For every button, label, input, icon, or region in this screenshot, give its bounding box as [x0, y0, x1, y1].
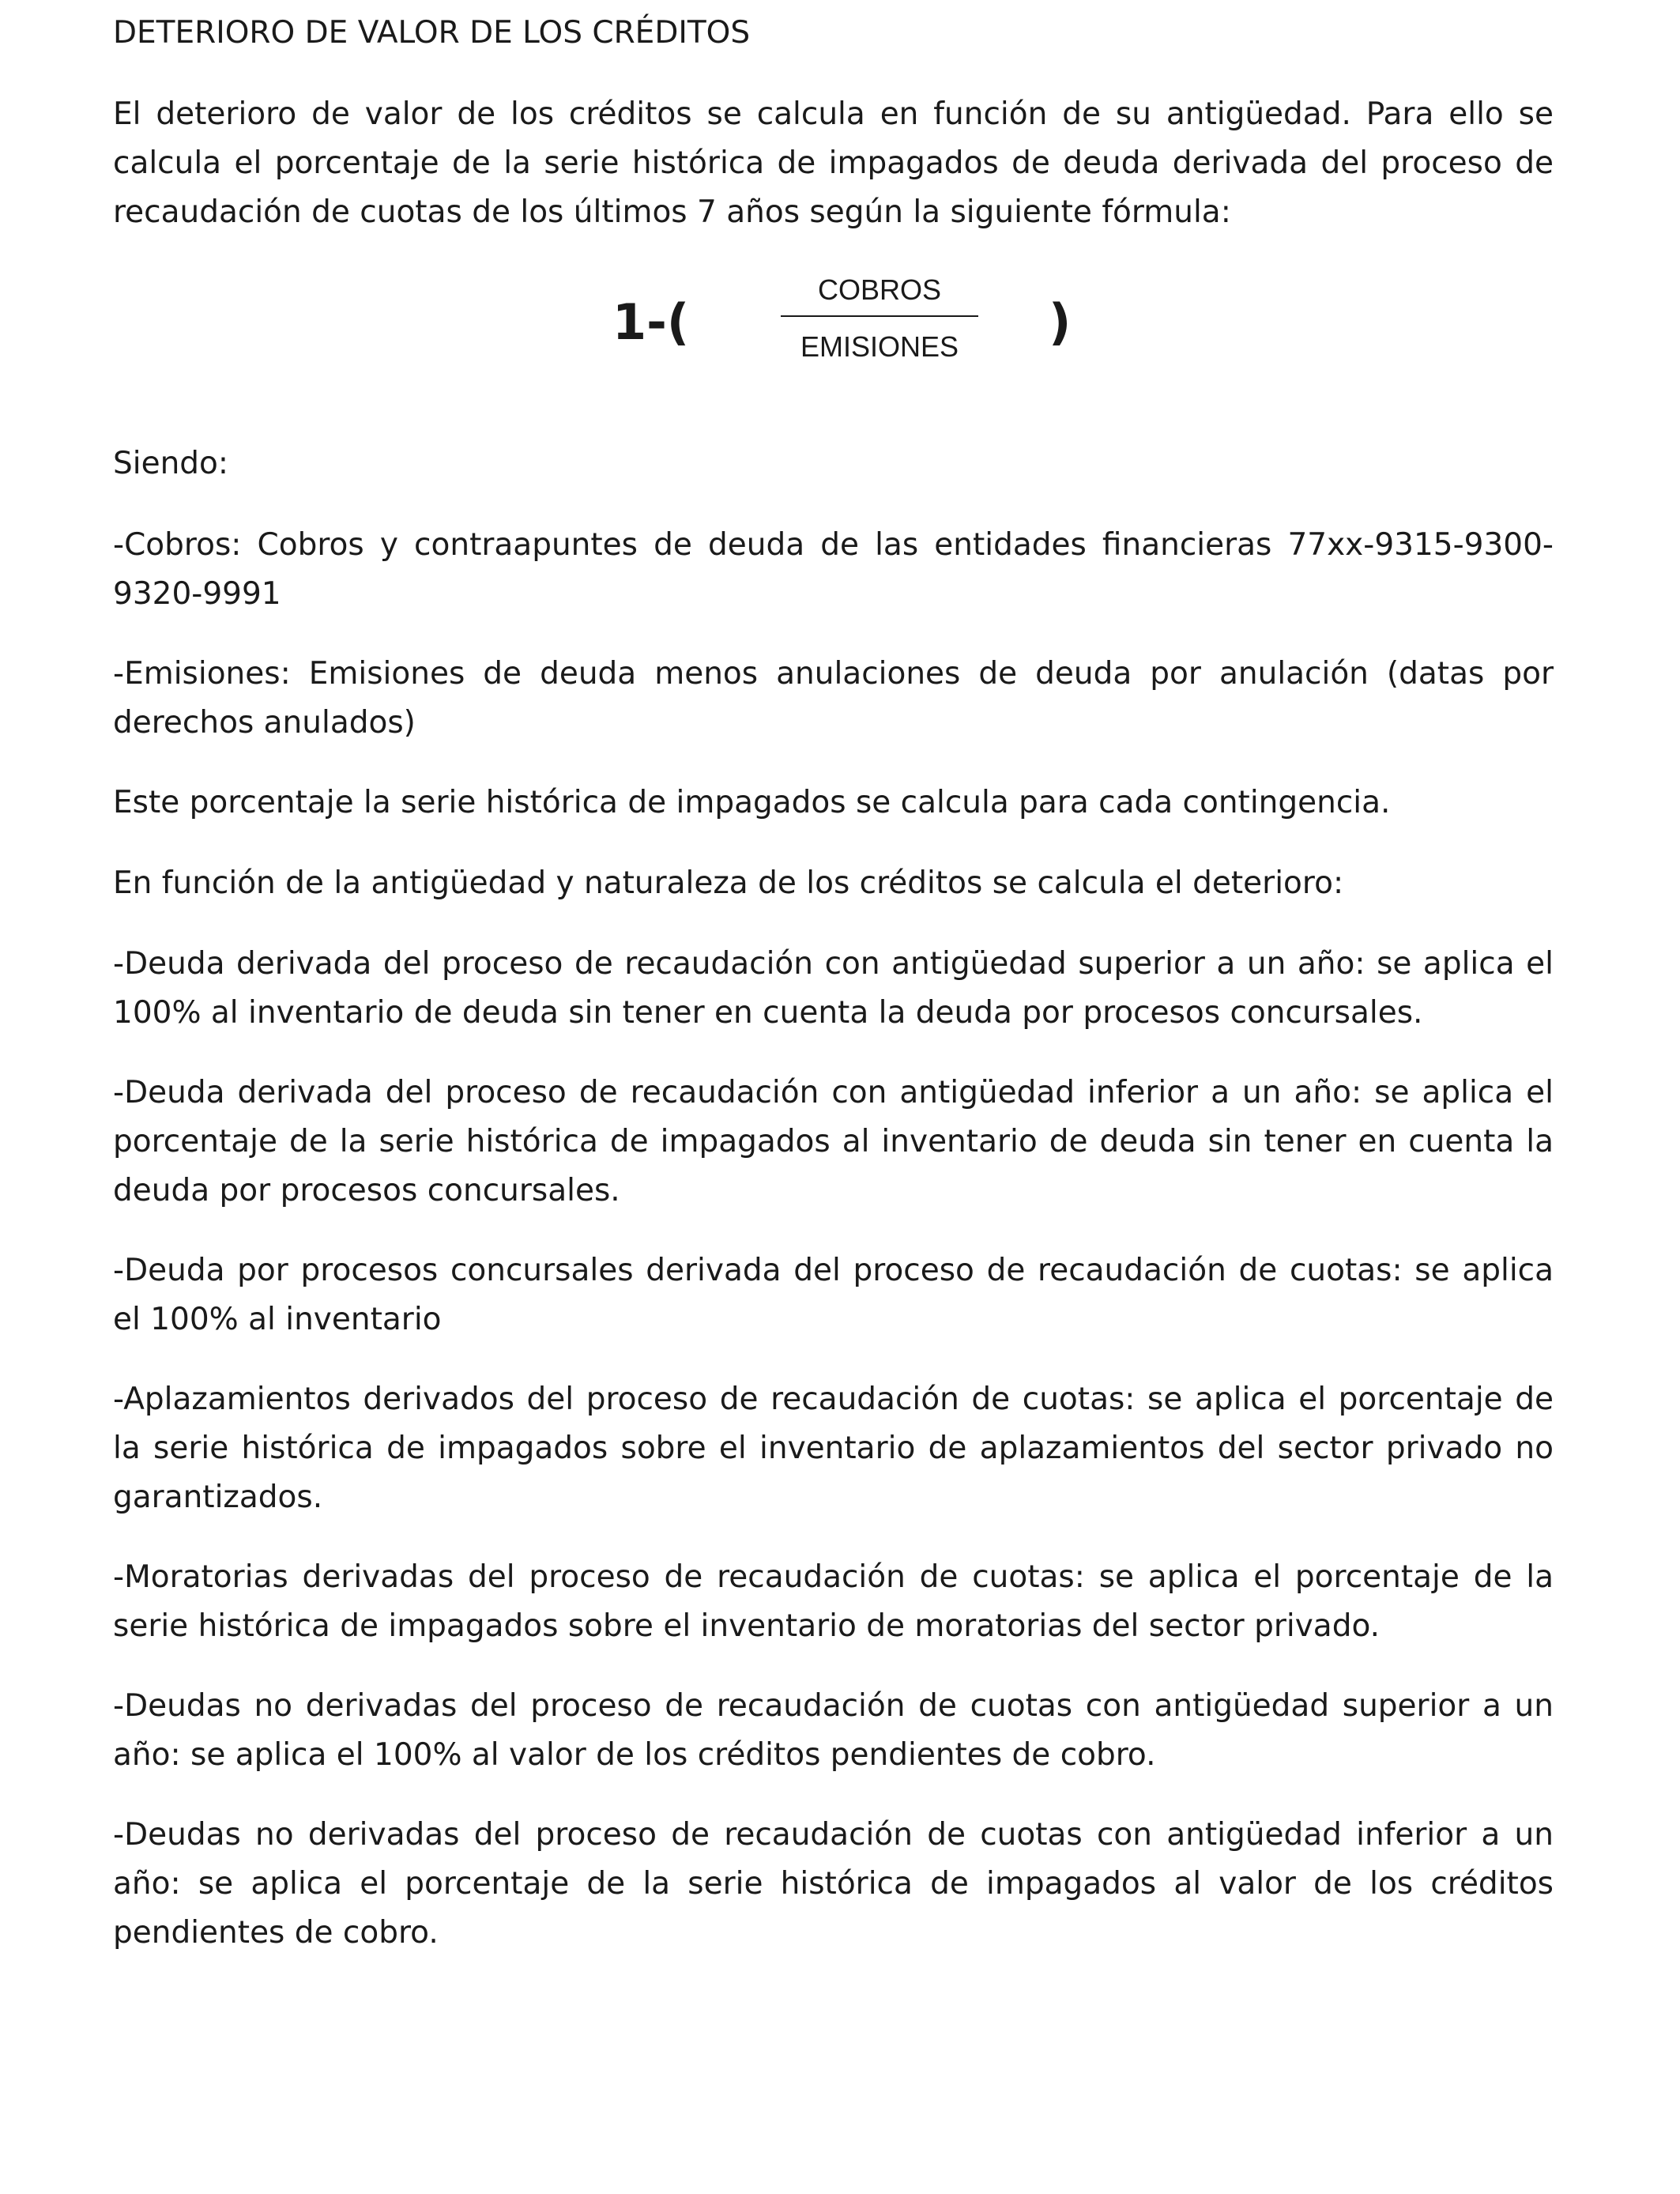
formula-suffix: ) — [1049, 293, 1072, 351]
paragraph-deuda-inferior: -Deuda derivada del proceso de recaudación con antigüedad inferior a un año: se aplica el porcentaje de la serie histórica de impagados al inventario de deuda sin tener en cuenta la deuda por procesos concursales. — [113, 1075, 1554, 1208]
paragraph-moratorias: -Moratorias derivadas del proceso de recaudación de cuotas: se aplica el porcentaje de la serie histórica de impagados sobre el inventario de moratorias del sector privado. — [113, 1559, 1554, 1644]
paragraph-funcion: En función de la antigüedad y naturaleza de los créditos se calcula el deterioro: — [113, 865, 1344, 901]
paragraph-deuda-superior: -Deuda derivada del proceso de recaudación con antigüedad superior a un año: se aplica el 100% al inventario de deuda sin tener en cuenta la deuda por procesos concursales. — [113, 946, 1554, 1031]
paragraph-cobros: -Cobros: Cobros y contraapuntes de deuda de las entidades financieras 77xx-9315-9300-9320-9991 — [113, 527, 1554, 612]
paragraph-no-derivadas-inferior: -Deudas no derivadas del proceso de recaudación de cuotas con antigüedad inferior a un año: se aplica el porcentaje de la serie histórica de impagados al valor de los créditos pendientes de cobro. — [113, 1817, 1554, 1951]
paragraph-concursales: -Deuda por procesos concursales derivada del proceso de recaudación de cuotas: se aplica el 100% al inventario — [113, 1253, 1554, 1337]
impairment-formula — [612, 267, 1087, 378]
siendo-label: Siendo: — [113, 446, 229, 481]
paragraph-aplazamientos: -Aplazamientos derivados del proceso de recaudación de cuotas: se aplica el porcentaje de la serie histórica de impagados sobre el inventario de aplazamientos del sector privado no garantizados. — [113, 1382, 1554, 1515]
formula-numerator: COBROS — [817, 273, 942, 306]
paragraph-no-derivadas-superior: -Deudas no derivadas del proceso de recaudación de cuotas con antigüedad superior a un año: se aplica el 100% al valor de los créditos pendientes de cobro. — [113, 1688, 1554, 1773]
formula-prefix: 1-( — [612, 293, 690, 351]
paragraph-contingencia: Este porcentaje la serie histórica de impagados se calcula para cada contingencia. — [113, 785, 1391, 820]
document-title: DETERIORO DE VALOR DE LOS CRÉDITOS — [113, 15, 751, 51]
paragraph-emisiones: -Emisiones: Emisiones de deuda menos anulaciones de deuda por anulación (datas por derechos anulados) — [113, 656, 1554, 741]
formula-denominator: EMISIONES — [800, 330, 959, 363]
intro-paragraph: El deterioro de valor de los créditos se calcula en función de su antigüedad. Para ello se calcula el porcentaje de la serie histórica de impagados de deuda derivada del proceso de recaudación de cuotas de los últimos 7 años según la siguiente fórmula: — [113, 96, 1554, 230]
fraction-line — [781, 315, 978, 317]
